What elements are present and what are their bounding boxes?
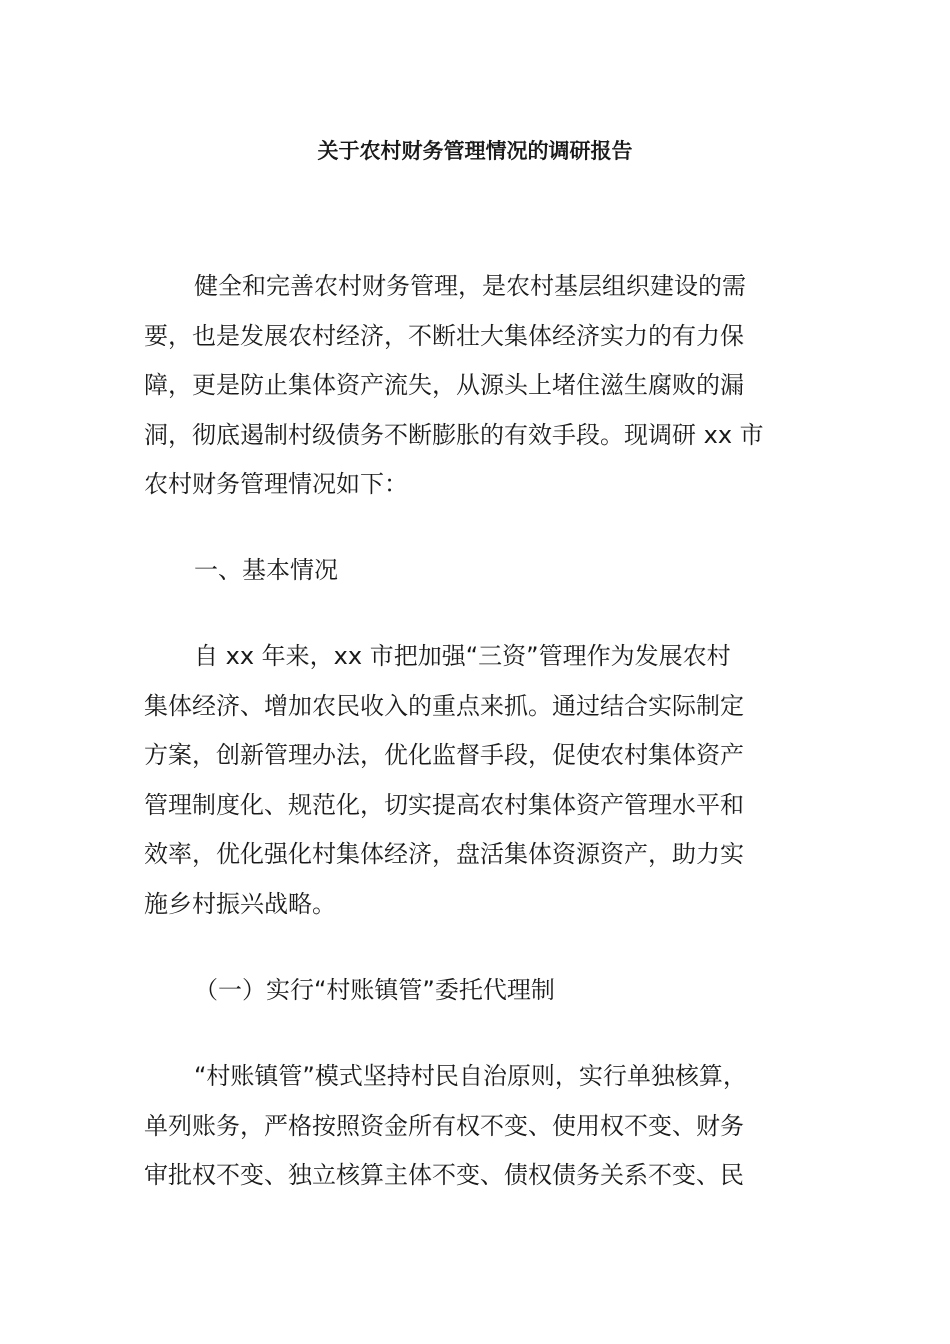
intro-paragraph: [144, 262, 804, 510]
section1-paragraph: [144, 632, 804, 929]
document-title: 关于农村财务管理情况的调研报告: [317, 139, 633, 163]
paragraph-line: 健全和完善农村财务管理，是农村基层组织建设的需: [194, 272, 746, 300]
paragraph-line: 效率，优化强化村集体经济，盘活集体资源资产，助力实: [144, 840, 744, 868]
paragraph-line: 单列账务，严格按照资金所有权不变、使用权不变、财务: [144, 1111, 744, 1140]
paragraph-line: 施乡村振兴战略。: [144, 889, 336, 918]
paragraph-line: 审批权不变、独立核算主体不变、债权债务关系不变、民: [144, 1161, 744, 1189]
paragraph-line: 方案，创新管理办法，优化监督手段，促使农村集体资产: [144, 741, 744, 769]
paragraph-line: “村账镇管”模式坚持村民自治原则，实行单独核算，: [194, 1062, 747, 1090]
paragraph-line: 自 xx 年来，xx 市把加强“三资”管理作为发展农村: [194, 642, 731, 670]
paragraph-line: 农村财务管理情况如下：: [144, 470, 408, 498]
paragraph-line: 洞，彻底遏制村级债务不断膨胀的有效手段。现调研 xx 市: [144, 420, 764, 449]
section-heading: 一、基本情况: [194, 556, 338, 584]
paragraph-line: 障，更是防止集体资产流失，从源头上堵住滋生腐败的漏: [144, 371, 744, 399]
paragraph-line: 要，也是发展农村经济，不断壮大集体经济实力的有力保: [144, 321, 744, 350]
paragraph-line: 集体经济、增加农民收入的重点来抓。通过结合实际制定: [144, 691, 744, 720]
subsection1-paragraph: [144, 1052, 804, 1201]
subsection-heading: （一）实行“村账镇管”委托代理制: [194, 976, 555, 1004]
paragraph-line: 管理制度化、规范化，切实提高农村集体资产管理水平和: [144, 790, 744, 819]
